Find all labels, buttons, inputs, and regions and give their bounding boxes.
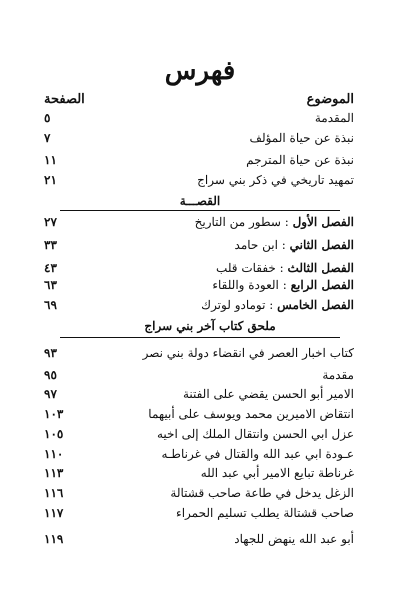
- entry-page-number: ١١٦: [44, 486, 64, 500]
- appendix-section-heading: ملحق كتاب آخر بني سراج: [144, 319, 276, 333]
- list-item: [44, 236, 354, 254]
- chapter-title: : العودة واللقاء: [212, 278, 287, 292]
- list-item: [44, 464, 354, 482]
- chapter-title: : خفقات قلب: [216, 261, 284, 275]
- list-item: [44, 259, 354, 277]
- entry-label: الامير أبو الحسن يقضي على الفتنة: [182, 387, 354, 401]
- entry-label: كتاب اخبار العصر في انقضاء دولة بني نصر: [142, 346, 354, 360]
- entry-label: عزل ابي الحسن وانتقال الملك إلى اخيه: [157, 427, 354, 441]
- entry-page-number: ١١: [44, 153, 57, 167]
- entry-label: [235, 236, 354, 254]
- entry-page-number: ٧: [44, 131, 51, 145]
- story-section-heading: القصـــة: [179, 194, 221, 208]
- topic-column-header: الموضوع: [306, 92, 354, 107]
- entry-label: الزغل يدخل في طاعة صاحب قشتالة: [170, 486, 354, 500]
- entry-page-number: ١١٩: [44, 532, 64, 546]
- entry-page-number: ١١٠: [44, 447, 64, 461]
- entry-page-number: ٣٣: [44, 238, 57, 252]
- entry-page-number: ١٠٥: [44, 427, 64, 441]
- entry-label: تمهيد تاريخي في ذكر بني سراج: [197, 173, 354, 187]
- list-item: [44, 405, 354, 423]
- list-item: [44, 504, 354, 522]
- chapter-name: الفصل الثالث: [287, 261, 354, 275]
- list-item: [44, 276, 354, 294]
- entry-page-number: ٢١: [44, 173, 57, 187]
- entry-page-number: ١١٧: [44, 506, 64, 520]
- entry-page-number: ٦٣: [44, 278, 57, 292]
- entry-label: نبذة عن حياة المؤلف: [249, 131, 354, 145]
- chapter-title: : ابن حامد: [234, 238, 286, 252]
- entry-label: المقدمة: [314, 111, 354, 125]
- entry-label: [201, 296, 354, 314]
- entry-page-number: ٢٧: [44, 215, 57, 229]
- entry-label: [195, 213, 354, 231]
- list-item: [44, 171, 354, 189]
- entry-page-number: ٦٩: [44, 298, 57, 312]
- page-title: فهرس: [164, 56, 236, 86]
- entry-page-number: ٤٣: [44, 261, 57, 275]
- list-item: [44, 213, 354, 231]
- list-item: [44, 296, 354, 314]
- list-item: [44, 109, 354, 127]
- entry-page-number: ٩٧: [44, 387, 57, 401]
- entry-page-number: ٥: [44, 111, 51, 125]
- list-item: [44, 344, 354, 362]
- list-item: [44, 151, 354, 169]
- list-item: [44, 366, 354, 384]
- entry-label: صاحب قشتالة يطلب تسليم الحمراء: [176, 506, 354, 520]
- list-item: [44, 129, 354, 147]
- entry-page-number: ٩٣: [44, 346, 57, 360]
- entry-label: أبو عبد الله ينهض للجهاد: [234, 532, 354, 546]
- list-item: [44, 484, 354, 502]
- chapter-title: : سطور من التاريخ: [194, 215, 289, 229]
- entry-label: مقدمة: [322, 368, 354, 382]
- entry-page-number: ١١٣: [44, 466, 64, 480]
- chapter-name: الفصل الرابع: [290, 278, 354, 292]
- section-divider: [60, 337, 340, 338]
- entry-label: عـودة ابي عبد الله والقتال في غرناطـه: [161, 447, 354, 461]
- chapter-name: الفصل الأول: [292, 215, 354, 229]
- chapter-name: الفصل الخامس: [277, 298, 354, 312]
- list-item: [44, 530, 354, 548]
- chapter-name: الفصل الثاني: [289, 238, 354, 252]
- entry-label: غرناطة تبايع الامير أبي عبد الله: [200, 466, 354, 480]
- entry-label: نبذة عن حياة المترجم: [246, 153, 354, 167]
- list-item: [44, 445, 354, 463]
- chapter-title: : تومادو لوترك: [201, 298, 274, 312]
- entry-page-number: ١٠٣: [44, 407, 64, 421]
- section-divider: [60, 210, 340, 211]
- entry-label: انتقاض الاميرين محمد ويوسف على أبيهما: [148, 407, 354, 421]
- list-item: [44, 385, 354, 403]
- page-column-header: الصفحة: [44, 92, 85, 107]
- entry-label: [216, 259, 354, 277]
- list-item: [44, 425, 354, 443]
- entry-label: [212, 276, 354, 294]
- entry-page-number: ٩٥: [44, 368, 57, 382]
